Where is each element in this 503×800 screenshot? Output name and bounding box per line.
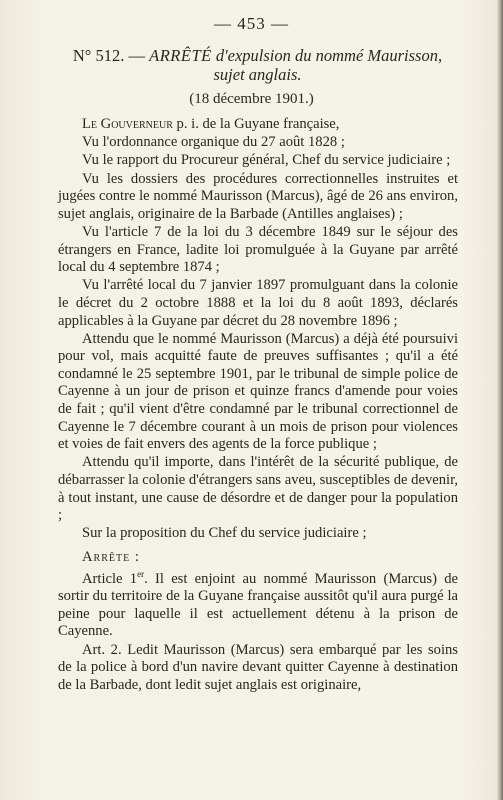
article-2-label: Art. 2. [82,641,122,658]
decree-body [58,116,458,695]
consideration-5: Vu l'arrêté local du 7 janvier 1897 promulguant dans la colonie le décret du 2 octobre 1888 et la loi du 8 août 1893, déclarés applicables à la Guyane par décret du 28 novembre 1896 ; [58,277,458,329]
authority-rest: p. i. de la Guyane française, [176,116,340,132]
authority-title: Le Gouverneur [82,116,173,132]
decree-subtitle-line1: d'expulsion du nommé Maurisson, [215,46,443,65]
consideration-2: Vu le rapport du Procureur général, Chef du service judiciaire ; [82,152,451,169]
decree-heading [60,46,455,84]
article-1 [58,568,459,641]
article-2 [58,642,458,695]
consideration-8: Sur la proposition du Chef du service judiciaire ; [82,525,367,542]
page-number: — 453 — [214,14,289,33]
consideration-3: Vu les dossiers des procédures correctionnelles instruites et jugées contre le nommé Maurisson (Marcus), âgé de 26 ans environ, sujet anglais, originaire de la Barbade (Antilles anglaises) ; [58,170,458,222]
article-1-text: . Il est enjoint au nommé Maurisson (Marcus) de sortir du territoire de la Guyane française aussitôt qu'il aura purgé la peine pour laquelle il est actuellement détenu à la prison de Cayenne. [58,570,459,640]
decree-date: (18 décembre 1901.) [189,91,314,107]
heading-dash: — [128,46,146,65]
article-1-label: Article 1 [82,570,138,587]
preamble [58,116,458,134]
consideration-6: Attendu que le nommé Maurisson (Marcus) a déjà été poursuivi pour vol, mais acquitté faute de preuves suffisantes ; qu'il a été condamné le 25 septembre 1901, par le tribunal de simple police de Cayenne à un jour de prison et quinze francs d'amende pour voies de fait ; qu'il vient d'être condamné par le tribunal correctionnel de Cayenne le 7 décembre courant à un mois de prison pour violences et voies de fait envers des agents de la force publique ; [58,330,458,453]
consideration-1: Vu l'ordonnance organique du 27 août 1828 ; [82,134,345,151]
decree-subtitle-line2: sujet anglais. [213,65,302,84]
decision-label: Arrête : [82,549,140,565]
page-edge-shadow [497,0,503,800]
decree-number: N° 512. [72,46,125,65]
article-2-text: Ledit Maurisson (Marcus) sera embarqué par les soins de la police à bord d'un navire devant quitter Cayenne à destination de la Barbade, dont ledit sujet anglais est originaire, [58,641,458,693]
consideration-4: Vu l'article 7 de la loi du 3 décembre 1849 sur le séjour des étrangers en France, ladite loi promulguée à la Guyane par arrêté local du 4 septembre 1874 ; [58,223,458,276]
article-1-sup: er [137,568,145,579]
decree-title: ARRÊTÉ [149,46,212,65]
consideration-7: Attendu qu'il importe, dans l'intérêt de la sécurité publique, de débarrasser la colonie d'étrangers sans aveu, susceptibles de devenir, à tout instant, une cause de désordre et de danger pour la population ; [58,454,458,524]
